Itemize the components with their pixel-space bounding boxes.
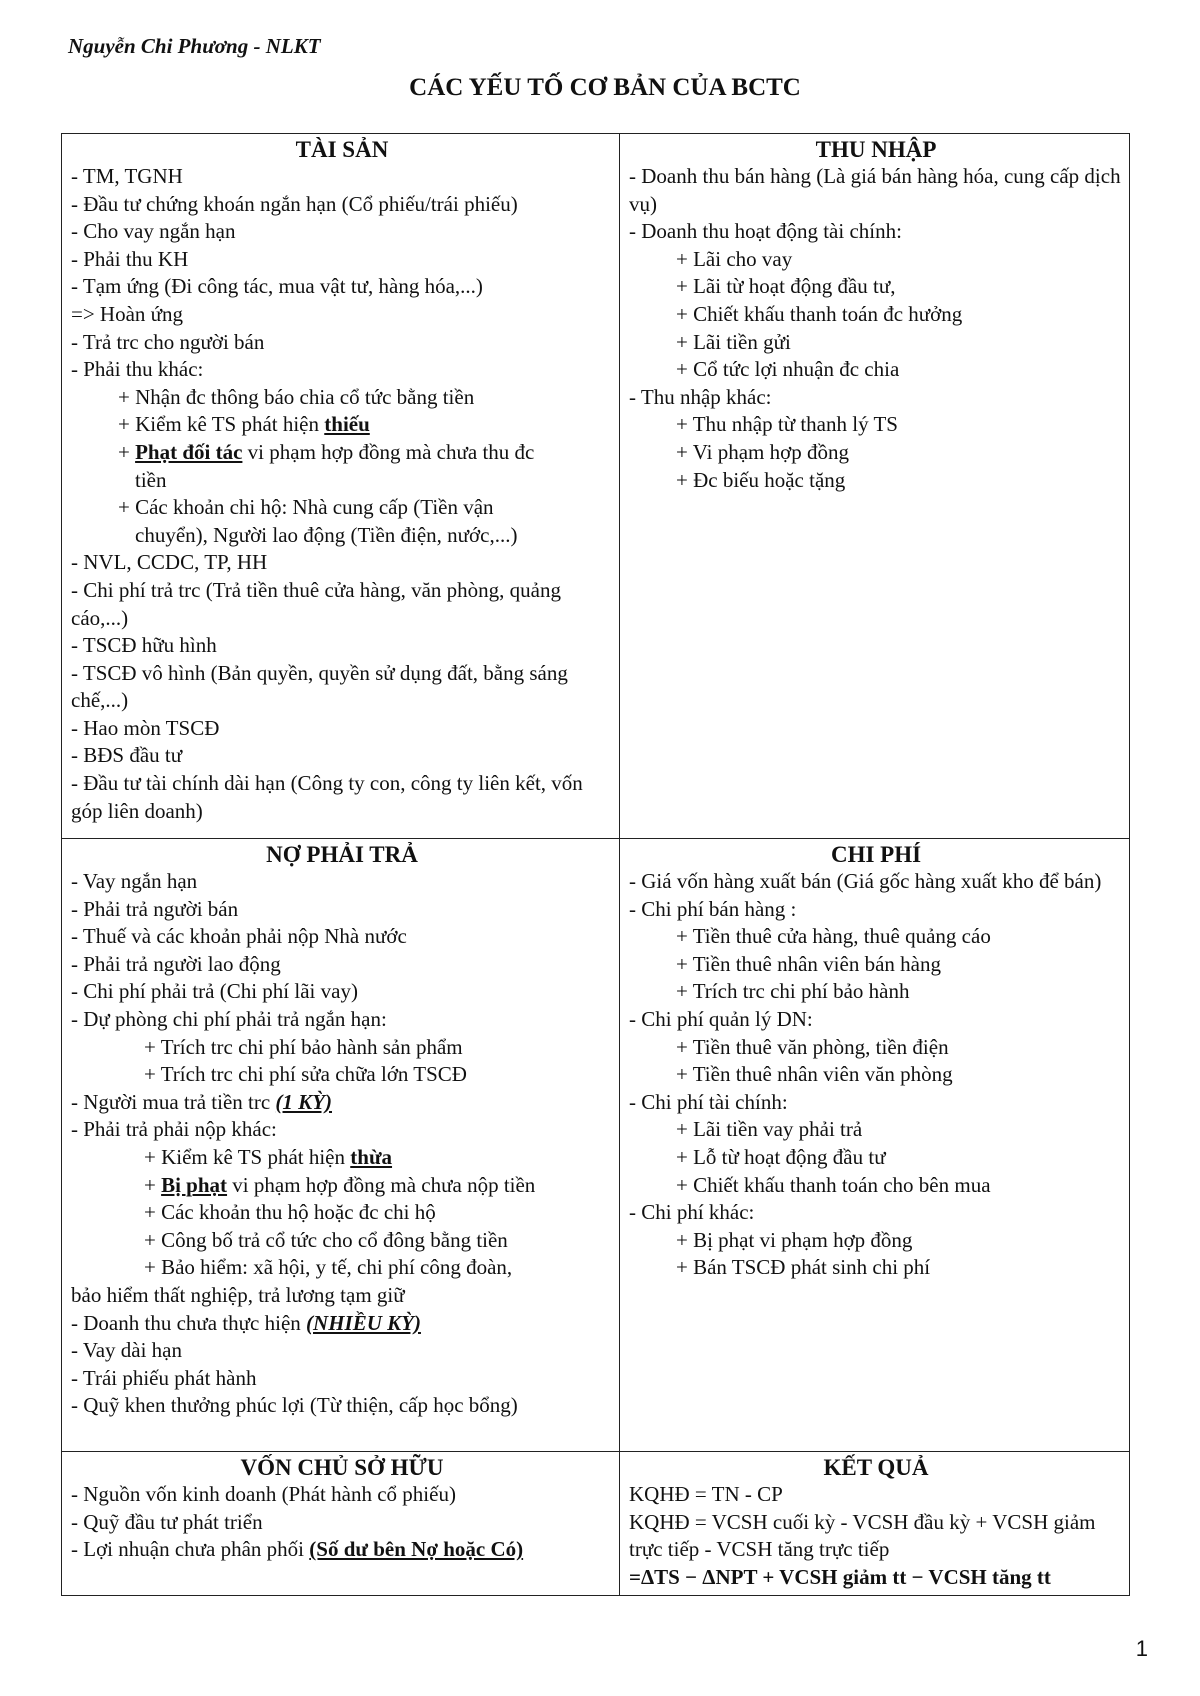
sub-item: + Các khoản chi hộ: Nhà cung cấp (Tiền vận chuyển), Người lao động (Tiền điện, nước,...) xyxy=(118,495,518,547)
sub-item: + Chiết khấu thanh toán cho bên mua xyxy=(676,1172,991,1197)
sub-item: + Bán TSCĐ phát sinh chi phí xyxy=(676,1255,931,1280)
list-item: - Doanh thu chưa thực hiện (NHIỀU KỲ) xyxy=(71,1310,421,1335)
emphasis-phat-doi-tac: Phạt đối tác xyxy=(135,439,243,464)
sub-item: + Cổ tức lợi nhuận đc chia xyxy=(676,357,900,382)
list-item: - Hao mòn TSCĐ xyxy=(71,715,220,740)
sub-item: + Lãi tiền gửi xyxy=(676,329,791,354)
sub-item: + Bảo hiểm: xã hội, y tế, chi phí công đoàn, xyxy=(144,1255,513,1280)
sub-item: + Công bố trả cổ tức cho cổ đông bằng tiền xyxy=(144,1227,508,1252)
list-item: - Quỹ khen thưởng phúc lợi (Từ thiện, cấp học bổng) xyxy=(71,1393,518,1418)
list-item: - Phải thu khác: xyxy=(71,357,204,382)
list-item: - Doanh thu bán hàng (Là giá bán hàng hóa, cung cấp dịch vụ) xyxy=(629,164,1121,216)
emphasis-bi-phat: Bị phạt xyxy=(161,1172,228,1197)
list-item: - NVL, CCDC, TP, HH xyxy=(71,550,268,575)
list-item: - Đầu tư chứng khoán ngắn hạn (Cổ phiếu/trái phiếu) xyxy=(71,191,518,216)
sub-item: + Các khoản thu hộ hoặc đc chi hộ xyxy=(144,1200,436,1225)
list-item: - Thu nhập khác: xyxy=(629,384,772,409)
list-item: - Quỹ đầu tư phát triển xyxy=(71,1509,263,1534)
sub-item: + Tiền thuê nhân viên văn phòng xyxy=(676,1062,953,1087)
sub-item: + Kiểm kê TS phát hiện thiếu xyxy=(118,412,370,437)
sub-item: + Bị phạt vi phạm hợp đồng mà chưa nộp tiền xyxy=(144,1172,536,1197)
list-item: - Người mua trả tiền trc (1 KỲ) xyxy=(71,1089,332,1114)
list-item: - Cho vay ngắn hạn xyxy=(71,219,236,244)
sub-item: + Lỗ từ hoạt động đầu tư xyxy=(676,1144,886,1169)
sub-item: + Lãi từ hoạt động đầu tư, xyxy=(676,274,896,299)
list-item: - Chi phí tài chính: xyxy=(629,1089,788,1114)
page-number: 1 xyxy=(1135,1636,1148,1661)
sub-item: + Chiết khấu thanh toán đc hưởng xyxy=(676,301,963,326)
list-item: - Vay ngắn hạn xyxy=(71,869,198,893)
sub-item: + Trích trc chi phí sửa chữa lớn TSCĐ xyxy=(144,1062,467,1087)
list-item: - Trả trc cho người bán xyxy=(71,329,265,354)
chi-phi-cell xyxy=(620,839,1130,1452)
no-phai-tra-heading: NỢ PHẢI TRẢ xyxy=(266,842,418,867)
sub-item: + Trích trc chi phí bảo hành xyxy=(676,979,910,1004)
list-item: - Tạm ứng (Đi công tác, mua vật tư, hàng hóa,...) xyxy=(71,274,483,299)
formula-line: KQHĐ = VCSH cuối kỳ - VCSH đầu kỳ + VCSH giảm trực tiếp - VCSH tăng trực tiếp xyxy=(629,1509,1096,1562)
list-item: - Chi phí bán hàng : xyxy=(629,896,797,921)
sub-item: + Vi phạm hợp đồng xyxy=(676,439,849,464)
list-item: - Chi phí phải trả (Chi phí lãi vay) xyxy=(71,979,358,1004)
von-chu-so-huu-cell xyxy=(62,1452,620,1596)
ket-qua-cell xyxy=(620,1452,1130,1596)
list-item: - TSCĐ vô hình (Bản quyền, quyền sử dụng đất, bằng sáng chế,...) xyxy=(71,660,568,713)
tai-san-heading: TÀI SẢN xyxy=(295,137,389,162)
sub-item: + Thu nhập từ thanh lý TS xyxy=(676,412,898,437)
sub-item: + Phạt đối tác vi phạm hợp đồng mà chưa thu đc tiền xyxy=(118,439,535,492)
sub-item: + Lãi cho vay xyxy=(676,246,793,271)
chi-phi-heading: CHI PHÍ xyxy=(830,842,922,867)
formula-line: KQHĐ = TN - CP xyxy=(629,1482,783,1506)
table-row xyxy=(62,134,1130,839)
bctc-elements-table xyxy=(61,133,1130,1596)
emphasis-nhieu-ky: (NHIỀU KỲ) xyxy=(306,1310,421,1335)
sub-item: + Kiểm kê TS phát hiện thừa xyxy=(144,1144,393,1169)
sub-item: + Trích trc chi phí bảo hành sản phẩm xyxy=(144,1034,463,1059)
list-item: - Giá vốn hàng xuất bán (Giá gốc hàng xuất kho để bán) xyxy=(629,869,1102,893)
list-item: - Trái phiếu phát hành xyxy=(71,1365,257,1390)
sub-item: + Tiền thuê nhân viên bán hàng xyxy=(676,951,941,976)
author-header: Nguyễn Chi Phương - NLKT xyxy=(68,34,321,58)
thu-nhap-cell xyxy=(620,134,1130,839)
thu-nhap-heading: THU NHẬP xyxy=(815,137,937,162)
table-row xyxy=(62,1452,1130,1596)
list-item: - Nguồn vốn kinh doanh (Phát hành cổ phiếu) xyxy=(71,1482,456,1506)
list-item: - Phải trả người lao động xyxy=(71,951,281,976)
tai-san-cell xyxy=(62,134,620,839)
list-item: - Chi phí quản lý DN: xyxy=(629,1006,813,1031)
list-item: => Hoàn ứng xyxy=(71,301,184,326)
table-row xyxy=(62,839,1130,1452)
sub-item: + Bị phạt vi phạm hợp đồng xyxy=(676,1227,913,1252)
list-item: - Phải trả phải nộp khác: xyxy=(71,1117,277,1142)
sub-item: + Tiền thuê văn phòng, tiền điện xyxy=(676,1034,949,1059)
emphasis-thieu: thiếu xyxy=(324,412,370,437)
sub-item: + Nhận đc thông báo chia cổ tức bằng tiền xyxy=(118,384,475,409)
formula-line-bold: =ΔTS − ΔNPT + VCSH giảm tt − VCSH tăng tt xyxy=(629,1564,1051,1589)
list-item: - Thuế và các khoản phải nộp Nhà nước xyxy=(71,924,407,949)
sub-item: + Tiền thuê cửa hàng, thuê quảng cáo xyxy=(676,924,991,949)
sub-item: + Lãi tiền vay phải trả xyxy=(676,1117,863,1142)
page-title: CÁC YẾU TỐ CƠ BẢN CỦA BCTC xyxy=(409,74,801,101)
emphasis-1-ky: (1 KỲ) xyxy=(275,1089,332,1114)
no-phai-tra-cell xyxy=(62,839,620,1452)
list-item: - TSCĐ hữu hình xyxy=(71,633,217,658)
list-item: - Phải trả người bán xyxy=(71,896,239,921)
list-item: - Lợi nhuận chưa phân phối (Số dư bên Nợ hoặc Có) xyxy=(71,1537,524,1562)
list-item: - Doanh thu hoạt động tài chính: xyxy=(629,219,902,244)
list-item: - BĐS đầu tư xyxy=(71,743,183,768)
list-item: - Dự phòng chi phí phải trả ngắn hạn: xyxy=(71,1006,387,1031)
emphasis-so-du: (Số dư bên Nợ hoặc Có) xyxy=(309,1537,524,1562)
ket-qua-heading: KẾT QUẢ xyxy=(823,1455,929,1480)
emphasis-thua: thừa xyxy=(350,1144,393,1169)
list-item: - Vay dài hạn xyxy=(71,1338,182,1363)
list-item: - Chi phí trả trc (Trả tiền thuê cửa hàng, văn phòng, quảng cáo,...) xyxy=(71,577,561,630)
list-item: - Chi phí khác: xyxy=(629,1200,755,1225)
list-item: - Phải thu KH xyxy=(71,246,189,271)
list-item: - Đầu tư tài chính dài hạn (Công ty con, công ty liên kết, vốn góp liên doanh) xyxy=(71,771,583,823)
list-item: - TM, TGNH xyxy=(71,164,183,188)
sub-item-continuation: bảo hiểm thất nghiệp, trả lương tạm giữ xyxy=(71,1282,405,1307)
von-chu-so-huu-heading: VỐN CHỦ SỞ HỮU xyxy=(240,1455,444,1480)
sub-item: + Đc biếu hoặc tặng xyxy=(676,467,846,492)
